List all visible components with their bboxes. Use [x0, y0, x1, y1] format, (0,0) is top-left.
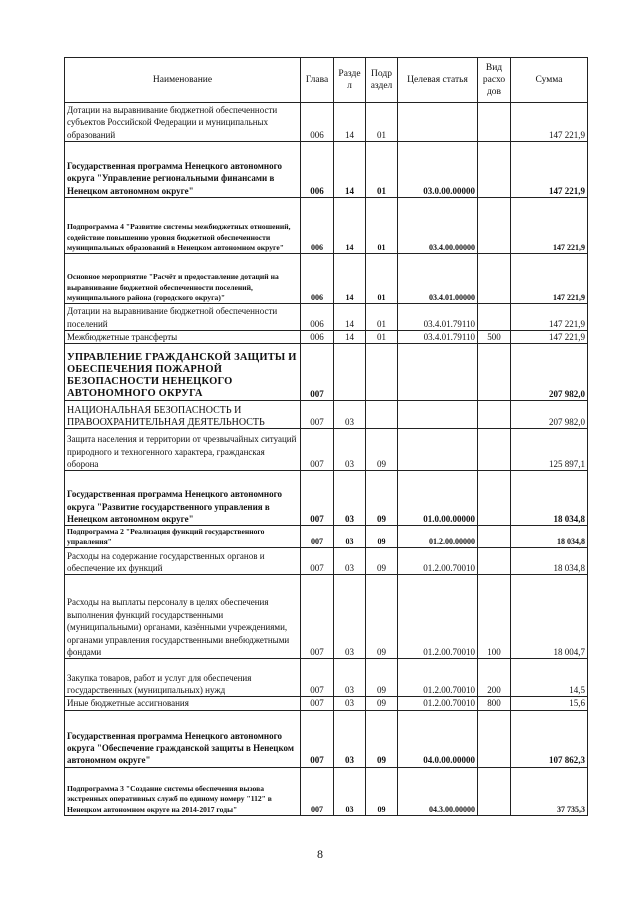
row-target-article: 01.2.00.70010 — [398, 659, 478, 697]
header-target-article: Целевая статья — [398, 58, 478, 103]
row-name: Государственная программа Ненецкого автономного округа "Обеспечение гражданской защиты в Ненецком автономном округе" — [65, 710, 301, 767]
row-glava: 006 — [301, 142, 334, 198]
row-podrazdel: 09 — [366, 429, 398, 471]
table-row — [65, 401, 588, 429]
table-row — [65, 575, 588, 659]
table-row — [65, 254, 588, 304]
row-podrazdel: 01 — [366, 103, 398, 142]
row-glava: 007 — [301, 401, 334, 429]
row-expense-type — [478, 767, 511, 815]
row-razdel: 14 — [334, 142, 366, 198]
table-header-row — [65, 58, 588, 103]
row-expense-type — [478, 142, 511, 198]
table-row — [65, 471, 588, 526]
row-razdel: 14 — [334, 331, 366, 344]
row-glava: 007 — [301, 767, 334, 815]
row-razdel: 14 — [334, 304, 366, 331]
row-target-article: 03.4.01.00000 — [398, 254, 478, 304]
row-expense-type: 100 — [478, 575, 511, 659]
row-target-article: 01.2.00.70010 — [398, 697, 478, 710]
row-podrazdel: 01 — [366, 304, 398, 331]
row-razdel: 03 — [334, 697, 366, 710]
table-row — [65, 710, 588, 767]
row-name: Межбюджетные трансферты — [65, 331, 301, 344]
row-expense-type — [478, 304, 511, 331]
row-razdel: 03 — [334, 471, 366, 526]
row-glava: 006 — [301, 304, 334, 331]
row-podrazdel — [366, 401, 398, 429]
row-sum: 147 221,9 — [511, 198, 588, 254]
row-glava: 007 — [301, 548, 334, 575]
row-glava: 007 — [301, 710, 334, 767]
row-sum: 107 862,3 — [511, 710, 588, 767]
row-target-article: 01.0.00.00000 — [398, 471, 478, 526]
row-target-article: 04.0.00.00000 — [398, 710, 478, 767]
row-razdel: 03 — [334, 767, 366, 815]
row-target-article: 01.2.00.70010 — [398, 548, 478, 575]
row-sum: 207 982,0 — [511, 401, 588, 429]
row-glava: 006 — [301, 331, 334, 344]
row-razdel: 03 — [334, 429, 366, 471]
row-expense-type: 200 — [478, 659, 511, 697]
row-sum: 207 982,0 — [511, 344, 588, 401]
row-sum: 147 221,9 — [511, 331, 588, 344]
row-name: Подпрограмма 3 "Создание системы обеспечения вызова экстренных оперативных служб по единому номеру "112" в Ненецком автономном округе на 2014-2017 годы" — [65, 767, 301, 815]
row-glava: 007 — [301, 344, 334, 401]
row-name: Иные бюджетные ассигнования — [65, 697, 301, 710]
row-podrazdel: 01 — [366, 331, 398, 344]
row-podrazdel: 09 — [366, 767, 398, 815]
row-glava: 006 — [301, 198, 334, 254]
row-podrazdel: 01 — [366, 198, 398, 254]
row-podrazdel — [366, 344, 398, 401]
row-name: УПРАВЛЕНИЕ ГРАЖДАНСКОЙ ЗАЩИТЫ И ОБЕСПЕЧЕНИЯ ПОЖАРНОЙ БЕЗОПАСНОСТИ НЕНЕЦКОГО АВТОНОМНОГО ОКРУГА — [65, 344, 301, 401]
row-podrazdel: 01 — [366, 254, 398, 304]
row-target-article: 03.4.00.00000 — [398, 198, 478, 254]
row-glava: 007 — [301, 429, 334, 471]
row-expense-type — [478, 526, 511, 548]
row-sum: 18 034,8 — [511, 548, 588, 575]
row-name: Подпрограмма 2 "Реализация функций государственного управления" — [65, 526, 301, 548]
budget-table — [64, 57, 588, 816]
row-name: Основное мероприятие "Расчёт и предоставление дотаций на выравнивание бюджетной обеспеченности поселений, муниципального района (городского округа)" — [65, 254, 301, 304]
row-expense-type: 500 — [478, 331, 511, 344]
row-target-article: 04.3.00.00000 — [398, 767, 478, 815]
row-glava: 007 — [301, 659, 334, 697]
row-podrazdel: 01 — [366, 142, 398, 198]
table-row — [65, 304, 588, 331]
row-razdel: 03 — [334, 401, 366, 429]
row-expense-type — [478, 401, 511, 429]
row-sum: 125 897,1 — [511, 429, 588, 471]
row-name: Расходы на содержание государственных органов и обеспечение их функций — [65, 548, 301, 575]
table-row — [65, 331, 588, 344]
row-podrazdel: 09 — [366, 659, 398, 697]
row-razdel: 03 — [334, 575, 366, 659]
table-row — [65, 526, 588, 548]
page-number: 8 — [317, 847, 323, 861]
row-razdel: 14 — [334, 198, 366, 254]
row-target-article: 01.2.00.00000 — [398, 526, 478, 548]
row-expense-type — [478, 198, 511, 254]
row-name: Дотации на выравнивание бюджетной обеспеченности поселений — [65, 304, 301, 331]
header-sum: Сумма — [511, 58, 588, 103]
row-sum: 18 034,8 — [511, 526, 588, 548]
row-sum: 147 221,9 — [511, 142, 588, 198]
row-name: Расходы на выплаты персоналу в целях обеспечения выполнения функций государственными (муниципальными) органами, казёнными учреждениями, органами управления государственными внебюджетными фондами — [65, 575, 301, 659]
row-name: Государственная программа Ненецкого автономного округа "Управление региональными финансами в Ненецком автономном округе" — [65, 142, 301, 198]
table-row — [65, 344, 588, 401]
row-podrazdel: 09 — [366, 697, 398, 710]
row-sum: 18 034,8 — [511, 471, 588, 526]
row-razdel — [334, 344, 366, 401]
row-expense-type — [478, 103, 511, 142]
row-target-article — [398, 344, 478, 401]
row-expense-type: 800 — [478, 697, 511, 710]
header-podrazdel: Подр аздел — [366, 58, 398, 103]
row-expense-type — [478, 344, 511, 401]
row-name: НАЦИОНАЛЬНАЯ БЕЗОПАСНОСТЬ И ПРАВООХРАНИТЕЛЬНАЯ ДЕЯТЕЛЬНОСТЬ — [65, 401, 301, 429]
row-target-article — [398, 103, 478, 142]
row-sum: 18 004,7 — [511, 575, 588, 659]
row-sum: 37 735,3 — [511, 767, 588, 815]
row-expense-type — [478, 471, 511, 526]
row-target-article: 03.4.01.79110 — [398, 331, 478, 344]
row-sum: 147 221,9 — [511, 304, 588, 331]
row-glava: 007 — [301, 471, 334, 526]
row-sum: 15,6 — [511, 697, 588, 710]
row-expense-type — [478, 429, 511, 471]
row-name: Подпрограмма 4 "Развитие системы межбюджетных отношений, содействие повышению уровня бюджетной обеспеченности муниципальных образований в Ненецком автономном округе" — [65, 198, 301, 254]
header-name: Наименование — [65, 58, 301, 103]
row-glava: 007 — [301, 575, 334, 659]
row-podrazdel: 09 — [366, 710, 398, 767]
row-sum: 14,5 — [511, 659, 588, 697]
header-razdel: Разде л — [334, 58, 366, 103]
row-name: Государственная программа Ненецкого автономного округа "Развитие государственного управления в Ненецком автономном округе" — [65, 471, 301, 526]
row-podrazdel: 09 — [366, 526, 398, 548]
row-name: Дотации на выравнивание бюджетной обеспеченности субъектов Российской Федерации и муниципальных образований — [65, 103, 301, 142]
row-expense-type — [478, 254, 511, 304]
table-row — [65, 142, 588, 198]
row-target-article: 03.0.00.00000 — [398, 142, 478, 198]
row-razdel: 14 — [334, 254, 366, 304]
row-sum: 147 221,9 — [511, 254, 588, 304]
row-podrazdel: 09 — [366, 548, 398, 575]
row-target-article: 03.4.01.79110 — [398, 304, 478, 331]
row-podrazdel: 09 — [366, 471, 398, 526]
row-name: Закупка товаров, работ и услуг для обеспечения государственных (муниципальных) нужд — [65, 659, 301, 697]
row-target-article — [398, 429, 478, 471]
row-razdel: 03 — [334, 710, 366, 767]
row-razdel: 03 — [334, 659, 366, 697]
row-podrazdel: 09 — [366, 575, 398, 659]
header-expense-type: Вид расхо дов — [478, 58, 511, 103]
table-row — [65, 548, 588, 575]
table-row — [65, 659, 588, 697]
table-row — [65, 429, 588, 471]
row-name: Защита населения и территории от чрезвычайных ситуаций природного и техногенного характера, гражданская оборона — [65, 429, 301, 471]
row-razdel: 03 — [334, 526, 366, 548]
row-expense-type — [478, 710, 511, 767]
row-expense-type — [478, 548, 511, 575]
row-target-article — [398, 401, 478, 429]
row-glava: 007 — [301, 526, 334, 548]
row-sum: 147 221,9 — [511, 103, 588, 142]
header-glava: Глава — [301, 58, 334, 103]
row-target-article: 01.2.00.70010 — [398, 575, 478, 659]
row-glava: 007 — [301, 697, 334, 710]
table-row — [65, 103, 588, 142]
table-row — [65, 198, 588, 254]
row-glava: 006 — [301, 254, 334, 304]
row-razdel: 14 — [334, 103, 366, 142]
table-row — [65, 697, 588, 710]
row-razdel: 03 — [334, 548, 366, 575]
table-row — [65, 767, 588, 815]
row-glava: 006 — [301, 103, 334, 142]
